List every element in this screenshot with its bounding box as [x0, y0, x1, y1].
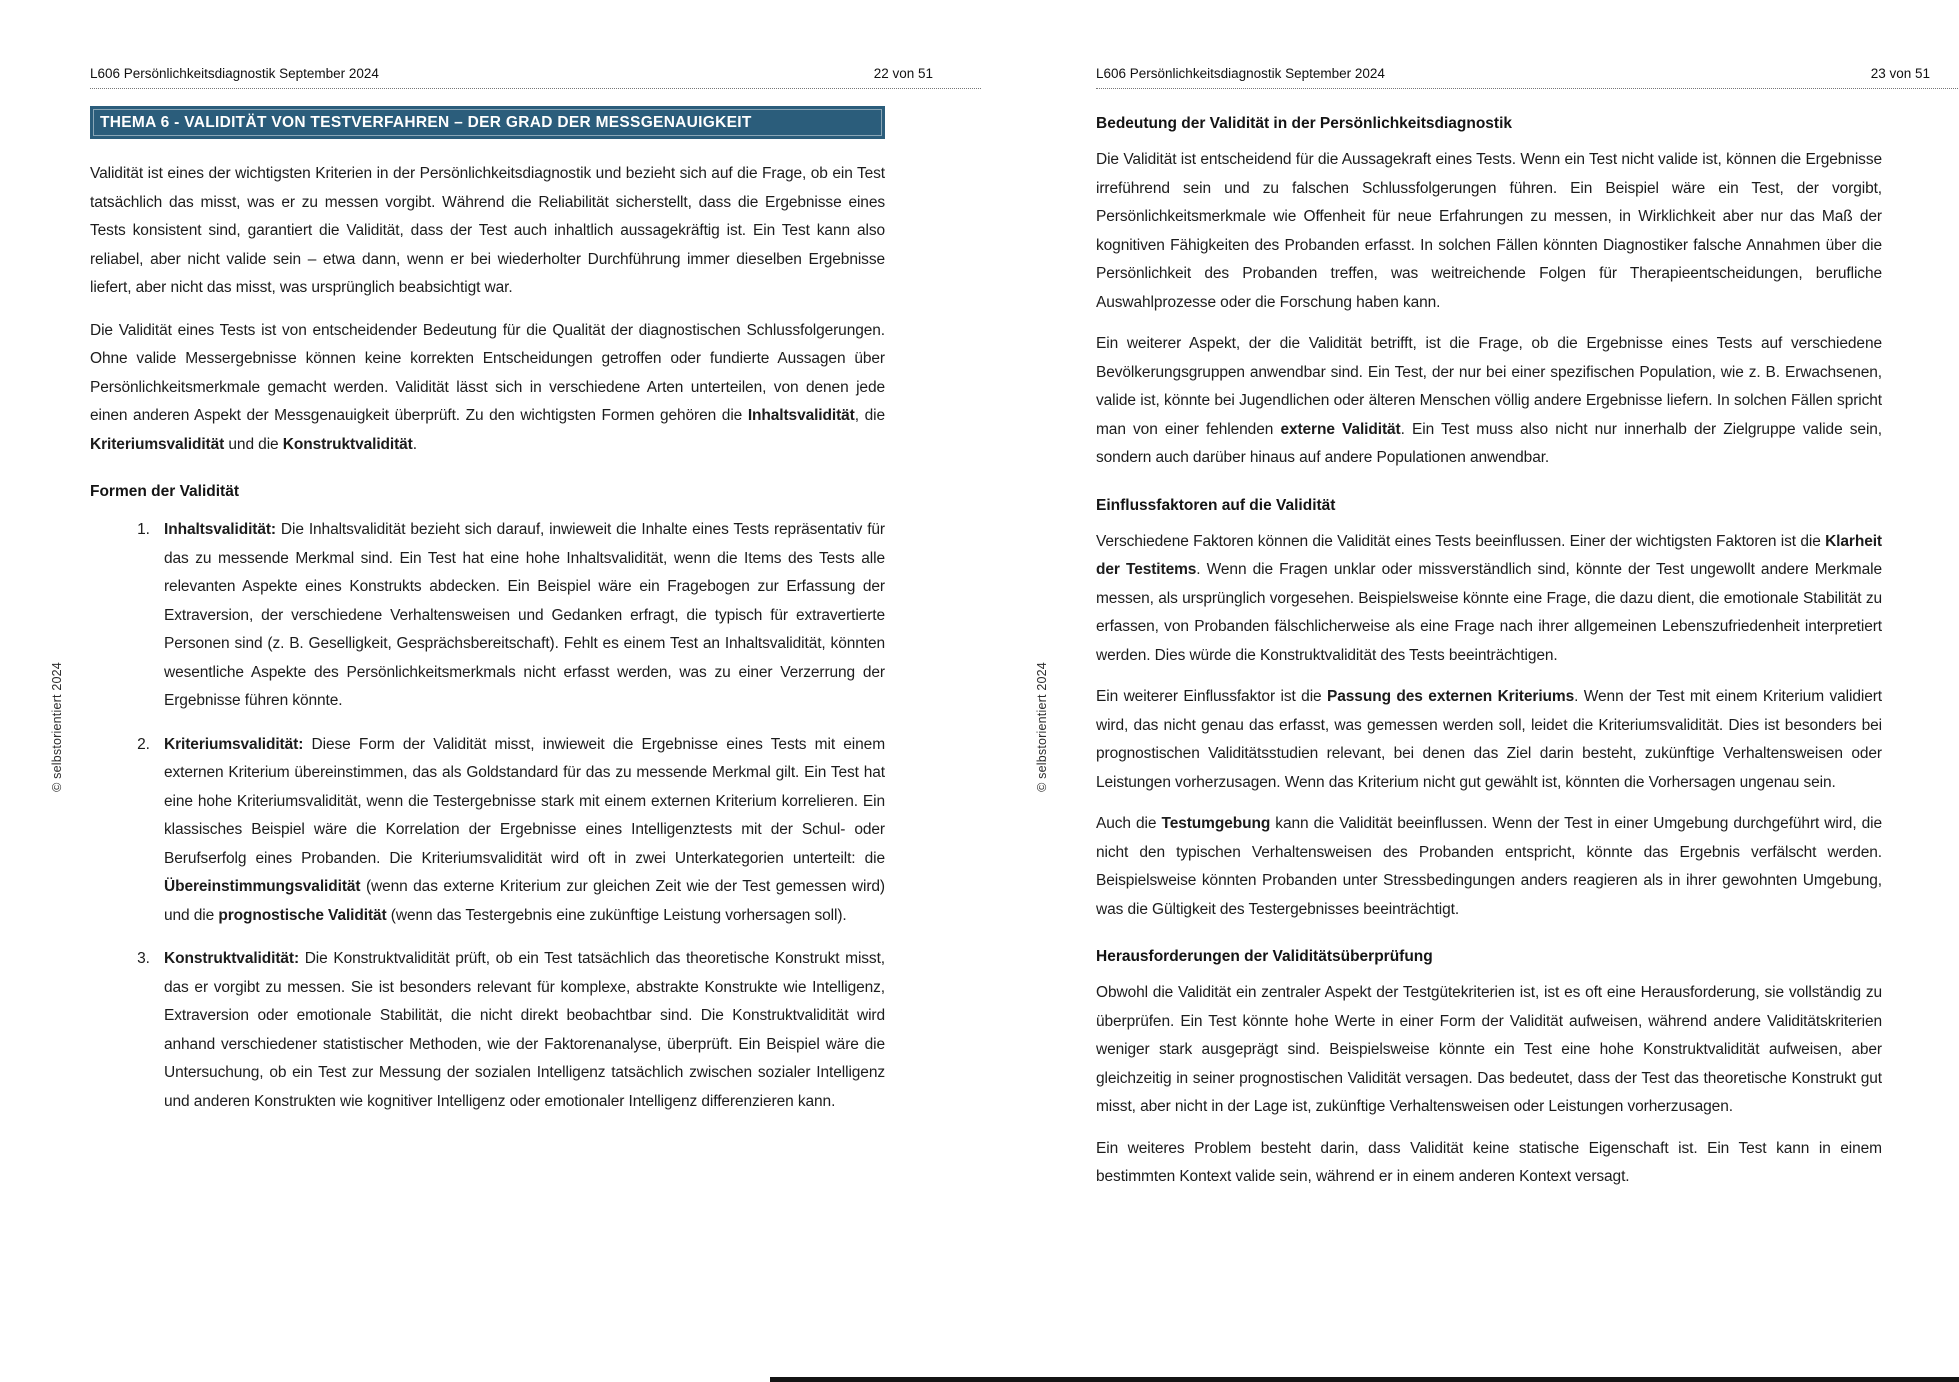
section-heading-formen: Formen der Validität — [90, 483, 240, 500]
paragraph-statische-eigenschaft: Ein weiteres Problem besteht darin, dass Validität keine statische Eigenschaft ist. Ein Test kann in einem bestimmten Kontext valide sein, während er in einem anderen Kontext versagt. — [1096, 1139, 1882, 1185]
header-course-title: L606 Persönlichkeitsdiagnostik September 2024 — [1096, 66, 1385, 81]
chapter-title-banner: THEMA 6 - VALIDITÄT VON TESTVERFAHREN – DER GRAD DER MESSGENAUIGKEIT — [90, 106, 885, 139]
paragraph-klarheit-testitems: Verschiedene Faktoren können die Validität eines Tests beeinflussen. Einer der wichtigsten Faktoren ist die Klarheit der Testitems. Wenn die Fragen unklar oder missverständlich sind, könnte der Test ungewollt andere Merkmale messen, als ursprünglich vorgesehen. Beispielsweise könnte eine Frage, die dazu dient, die emotionale Stabilität zu erfassen, von Probanden fälschlicherweise als eine Frage nach ihrer allgemeinen Lebenszufriedenheit interpretiert werden. Dies würde die Konstruktvalidität des Tests beeinträchtigen. — [1096, 532, 1882, 664]
page-number: 22 von 51 — [873, 66, 933, 81]
section-heading-herausforderungen: Herausforderungen der Validitätsüberprüfung — [1096, 948, 1433, 965]
paragraph-validity-importance: Die Validität eines Tests ist von entscheidender Bedeutung für die Qualität der diagnostischen Schlussfolgerungen. Ohne valide Messergebnisse können keine korrekten Entscheidungen getroffen oder fundierte Aussagen über Persönlichkeitsmerkmale gemacht werden. Validität lässt sich in verschiedene Arten unterteilen, von denen jede einen anderen Aspekt der Messgenauigkeit überprüft. Zu den wichtigsten Formen gehören die Inhaltsvalidität, die Kriteriumsvalidität und die Konstruktvalidität. — [90, 321, 885, 453]
paragraph-passung-kriterium: Ein weiterer Einflussfaktor ist die Passung des externen Kriteriums. Wenn der Test mit einem Kriterium validiert wird, das nicht genau das erfasst, was gemessen werden soll, leidet die Kriteriumsvalidität. Dies ist besonders bei prognostischen Validitätsstudien relevant, bei denen das Ziel darin besteht, zukünftige Verhaltensweisen oder Leistungen vorherzusagen. Wenn das Kriterium nicht gut gewählt ist, könnten die Vorhersagen ungenau sein. — [1096, 688, 1882, 791]
paragraph-externe-validitaet: Ein weiterer Aspekt, der die Validität betrifft, ist die Frage, ob die Ergebnisse eines Tests auf verschiedene Bevölkerungsgruppen anwendbar sind. Ein Test, der nur bei einer spezifischen Population, wie z. B. Erwachsenen, valide ist, könnte bei Jugendlichen oder älteren Menschen völlig andere Ergebnisse liefern. In solchen Fällen spricht man von einer fehlenden externe Validität. Ein Test muss also nicht nur innerhalb der Zielgruppe valide sein, sondern auch darüber hinaus auf andere Populationen anwendbar. — [1096, 335, 1883, 466]
validity-forms-list — [90, 516, 885, 1116]
copyright-watermark: © selbstorientiert 2024 — [1035, 662, 1049, 792]
paragraph-ueberpruefung: Obwohl die Validität ein zentraler Aspekt der Testgütekriterien ist, ist es oft eine Herausforderung, sie vollständig zu überprüfen. Ein Test könnte hohe Werte in einer Form der Validität aufweisen, während andere Validitätskriterien weniger stark ausgeprägt sind. Beispielsweise könnte ein Test eine hohe Konstruktvalidität aufweisen, aber gleichzeitig in seiner prognostischen Validität versagen. Das bedeutet, dass der Test das theoretische Konstrukt gut misst, aber nicht in der Lage ist, zukünftige Verhaltensweisen oder Leistungen vorherzusagen. — [1096, 984, 1882, 1115]
screen-bottom-edge — [770, 1377, 1959, 1382]
list-item-konstruktvaliditaet: 3. Konstruktvalidität: Die Konstruktvalidität prüft, ob ein Test tatsächlich das theoretische Konstrukt misst, das er vorgibt zu messen. Sie ist besonders relevant für komplexe, abstrakte Konstrukte wie Intelligenz, Extraversion oder emotionale Stabilität, die nicht direkt beobachtbar sind. Die Konstruktvalidität wird anhand verschiedener statistischer Methoden, wie der Faktorenanalyse, überprüft. Ein Beispiel wäre die Untersuchung, ob ein Test zur Messung der sozialen Intelligenz tatsächlich zwischen sozialer Intelligenz und anderen Konstrukten wie kognitiver Intelligenz oder emotionaler Intelligenz differenzieren kann. — [154, 945, 885, 1116]
header-course-title: L606 Persönlichkeitsdiagnostik September 2024 — [90, 66, 379, 81]
section-heading-einflussfaktoren: Einflussfaktoren auf die Validität — [1096, 496, 1336, 514]
page-22 — [90, 66, 933, 1116]
paragraph-testumgebung: Auch die Testumgebung kann die Validität beeinflussen. Wenn der Test in einer Umgebung durchgeführt wird, die nicht den typischen Verhaltensweisen des Probanden entspricht, könnte das Ergebnis verfälscht werden. Beispielsweise könnten Probanden unter Stressbedingungen anders reagieren als in ihrer gewohnten Umgebung, was die Gültigkeit des Testergebnisses beeinträchtigt. — [1096, 815, 1882, 918]
page-23-header — [1096, 66, 1959, 89]
page-23 — [1096, 66, 1930, 1192]
page-22-header — [90, 66, 981, 89]
paragraph-validity-intro: Validität ist eines der wichtigsten Kriterien in der Persönlichkeitsdiagnostik und bezieht sich auf die Frage, ob ein Test tatsächlich das misst, was er zu messen vorgibt. Während die Reliabilität sicherstellt, dass die Ergebnisse eines Tests konsistent sind, garantiert die Validität, dass der Test auch inhaltlich aussagekräftig ist. Ein Test kann also reliabel, aber nicht valide sein – etwa dann, wenn er bei wiederholter Durchführung immer dieselben Ergebnisse liefert, aber nicht das misst, was ursprünglich beabsichtigt war. — [90, 165, 885, 296]
page-22-body — [90, 106, 885, 1116]
paragraph-aussagekraft: Die Validität ist entscheidend für die Aussagekraft eines Tests. Wenn ein Test nicht valide ist, können die Ergebnisse irreführend sein und zu falschen Schlussfolgerungen führen. Ein Beispiel wäre ein Test, der vorgibt, Persönlichkeitsmerkmale wie Offenheit für neue Erfahrungen zu messen, in Wirklichkeit aber nur das Maß der kognitiven Fähigkeiten des Probanden erfasst. In solchen Fällen könnten Diagnostiker falsche Annahmen über die Persönlichkeit des Probanden treffen, was weitreichende Folgen für Therapieentscheidungen, berufliche Auswahlprozesse oder die Forschung haben kann. — [1096, 151, 1882, 311]
section-heading-bedeutung: Bedeutung der Validität in der Persönlichkeitsdiagnostik — [1096, 115, 1513, 132]
page-number: 23 von 51 — [1870, 66, 1930, 81]
list-item-kriteriumsvaliditaet: 2. Kriteriumsvalidität: Diese Form der Validität misst, inwieweit die Ergebnisse eines Tests mit einem externen Kriterium übereinstimmen, das als Goldstandard für das zu messende Merkmal gilt. Ein Test hat eine hohe Kriteriumsvalidität, wenn die Testergebnisse stark mit einem externen Kriterium korrelieren. Ein klassisches Beispiel wäre die Korrelation der Ergebnisse eines Intelligenztests mit der Schul- oder Berufserfolg eines Probanden. Die Kriteriumsvalidität wird oft in zwei Unterkategorien unterteilt: die Übereinstimmungsvalidität (wenn das externe Kriterium zur gleichen Zeit wie der Test gemessen wird) und die prognostische Validität (wenn das Testergebnis eine zukünftige Leistung vorhersagen soll). — [154, 731, 885, 931]
copyright-watermark: © selbstorientiert 2024 — [50, 662, 64, 792]
page-23-body — [1096, 115, 1882, 1192]
list-item-inhaltsvaliditaet: 1. Inhaltsvalidität: Die Inhaltsvalidität bezieht sich darauf, inwieweit die Inhalte eines Tests repräsentativ für das zu messende Merkmal sind. Ein Test hat eine hohe Inhaltsvalidität, wenn die Items des Tests alle relevanten Aspekte eines Konstrukts abdecken. Ein Beispiel wäre ein Fragebogen zur Erfassung der Extraversion, der verschiedene Verhaltensweisen und Gedanken erfragt, die typisch für extravertierte Personen sind (z. B. Geselligkeit, Gesprächsbereitschaft). Fehlt es einem Test an Inhaltsvalidität, könnten wesentliche Aspekte des Persönlichkeitsmerkmals nicht erfasst werden, was zu einer Verzerrung der Ergebnisse führen könnte. — [154, 516, 885, 716]
